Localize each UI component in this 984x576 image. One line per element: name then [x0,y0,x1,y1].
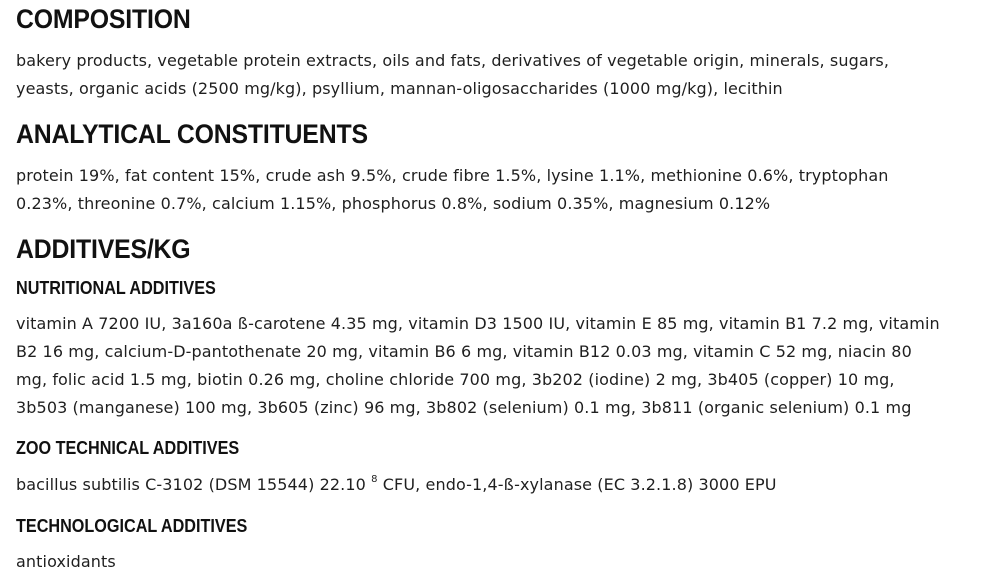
zootechnical-text-after: CFU, endo-1,4-ß-xylanase (EC 3.2.1.8) 3000 EPU [377,475,777,494]
composition-heading: COMPOSITION [16,4,191,34]
additives-heading: ADDITIVES/KG [16,234,191,264]
zootechnical-additives-heading: ZOO TECHNICAL ADDITIVES [16,438,240,458]
analytical-constituents-heading: ANALYTICAL CONSTITUENTS [16,119,368,149]
technological-additives-text: antioxidants [16,552,116,571]
nutritional-additives-text: vitamin A 7200 IU, 3a160a ß-carotene 4.35 mg, vitamin D3 1500 IU, vitamin E 85 mg, vitamin B1 7.2 mg, vitamin B2 16 mg, calcium-D-pantothenate 20 mg, vitamin B6 6 mg, vitamin B12 0.03 mg, vitamin C 52 mg, niacin 80 mg, folic acid 1.5 mg, biotin 0.26 mg, choline chloride 700 mg, 3b202 (iodine) 2 mg, 3b405 (copper) 10 mg, 3b503 (manganese) 100 mg, 3b605 (zinc) 96 mg, 3b802 (selenium) 0.1 mg, 3b811 (organic selenium) 0.1 mg [16,314,940,417]
nutritional-additives-heading: NUTRITIONAL ADDITIVES [16,278,216,298]
analytical-constituents-text: protein 19%, fat content 15%, crude ash 9.5%, crude fibre 1.5%, lysine 1.1%, methionine 0.6%, tryptophan 0.23%, threonine 0.7%, calcium 1.15%, phosphorus 0.8%, sodium 0.35%, magnesium 0.12% [16,166,889,213]
technological-additives-heading: TECHNOLOGICAL ADDITIVES [16,516,248,536]
exponent-superscript: 8 [371,473,378,485]
composition-text: bakery products, vegetable protein extracts, oils and fats, derivatives of vegetable origin, minerals, sugars, yeasts, organic acids (2500 mg/kg), psyllium, mannan-oligosaccharides (1000 mg/kg), lecithin [16,51,890,98]
zootechnical-text-before: bacillus subtilis C-3102 (DSM 15544) 22.10 [16,475,366,494]
zootechnical-additives-text [16,471,946,499]
